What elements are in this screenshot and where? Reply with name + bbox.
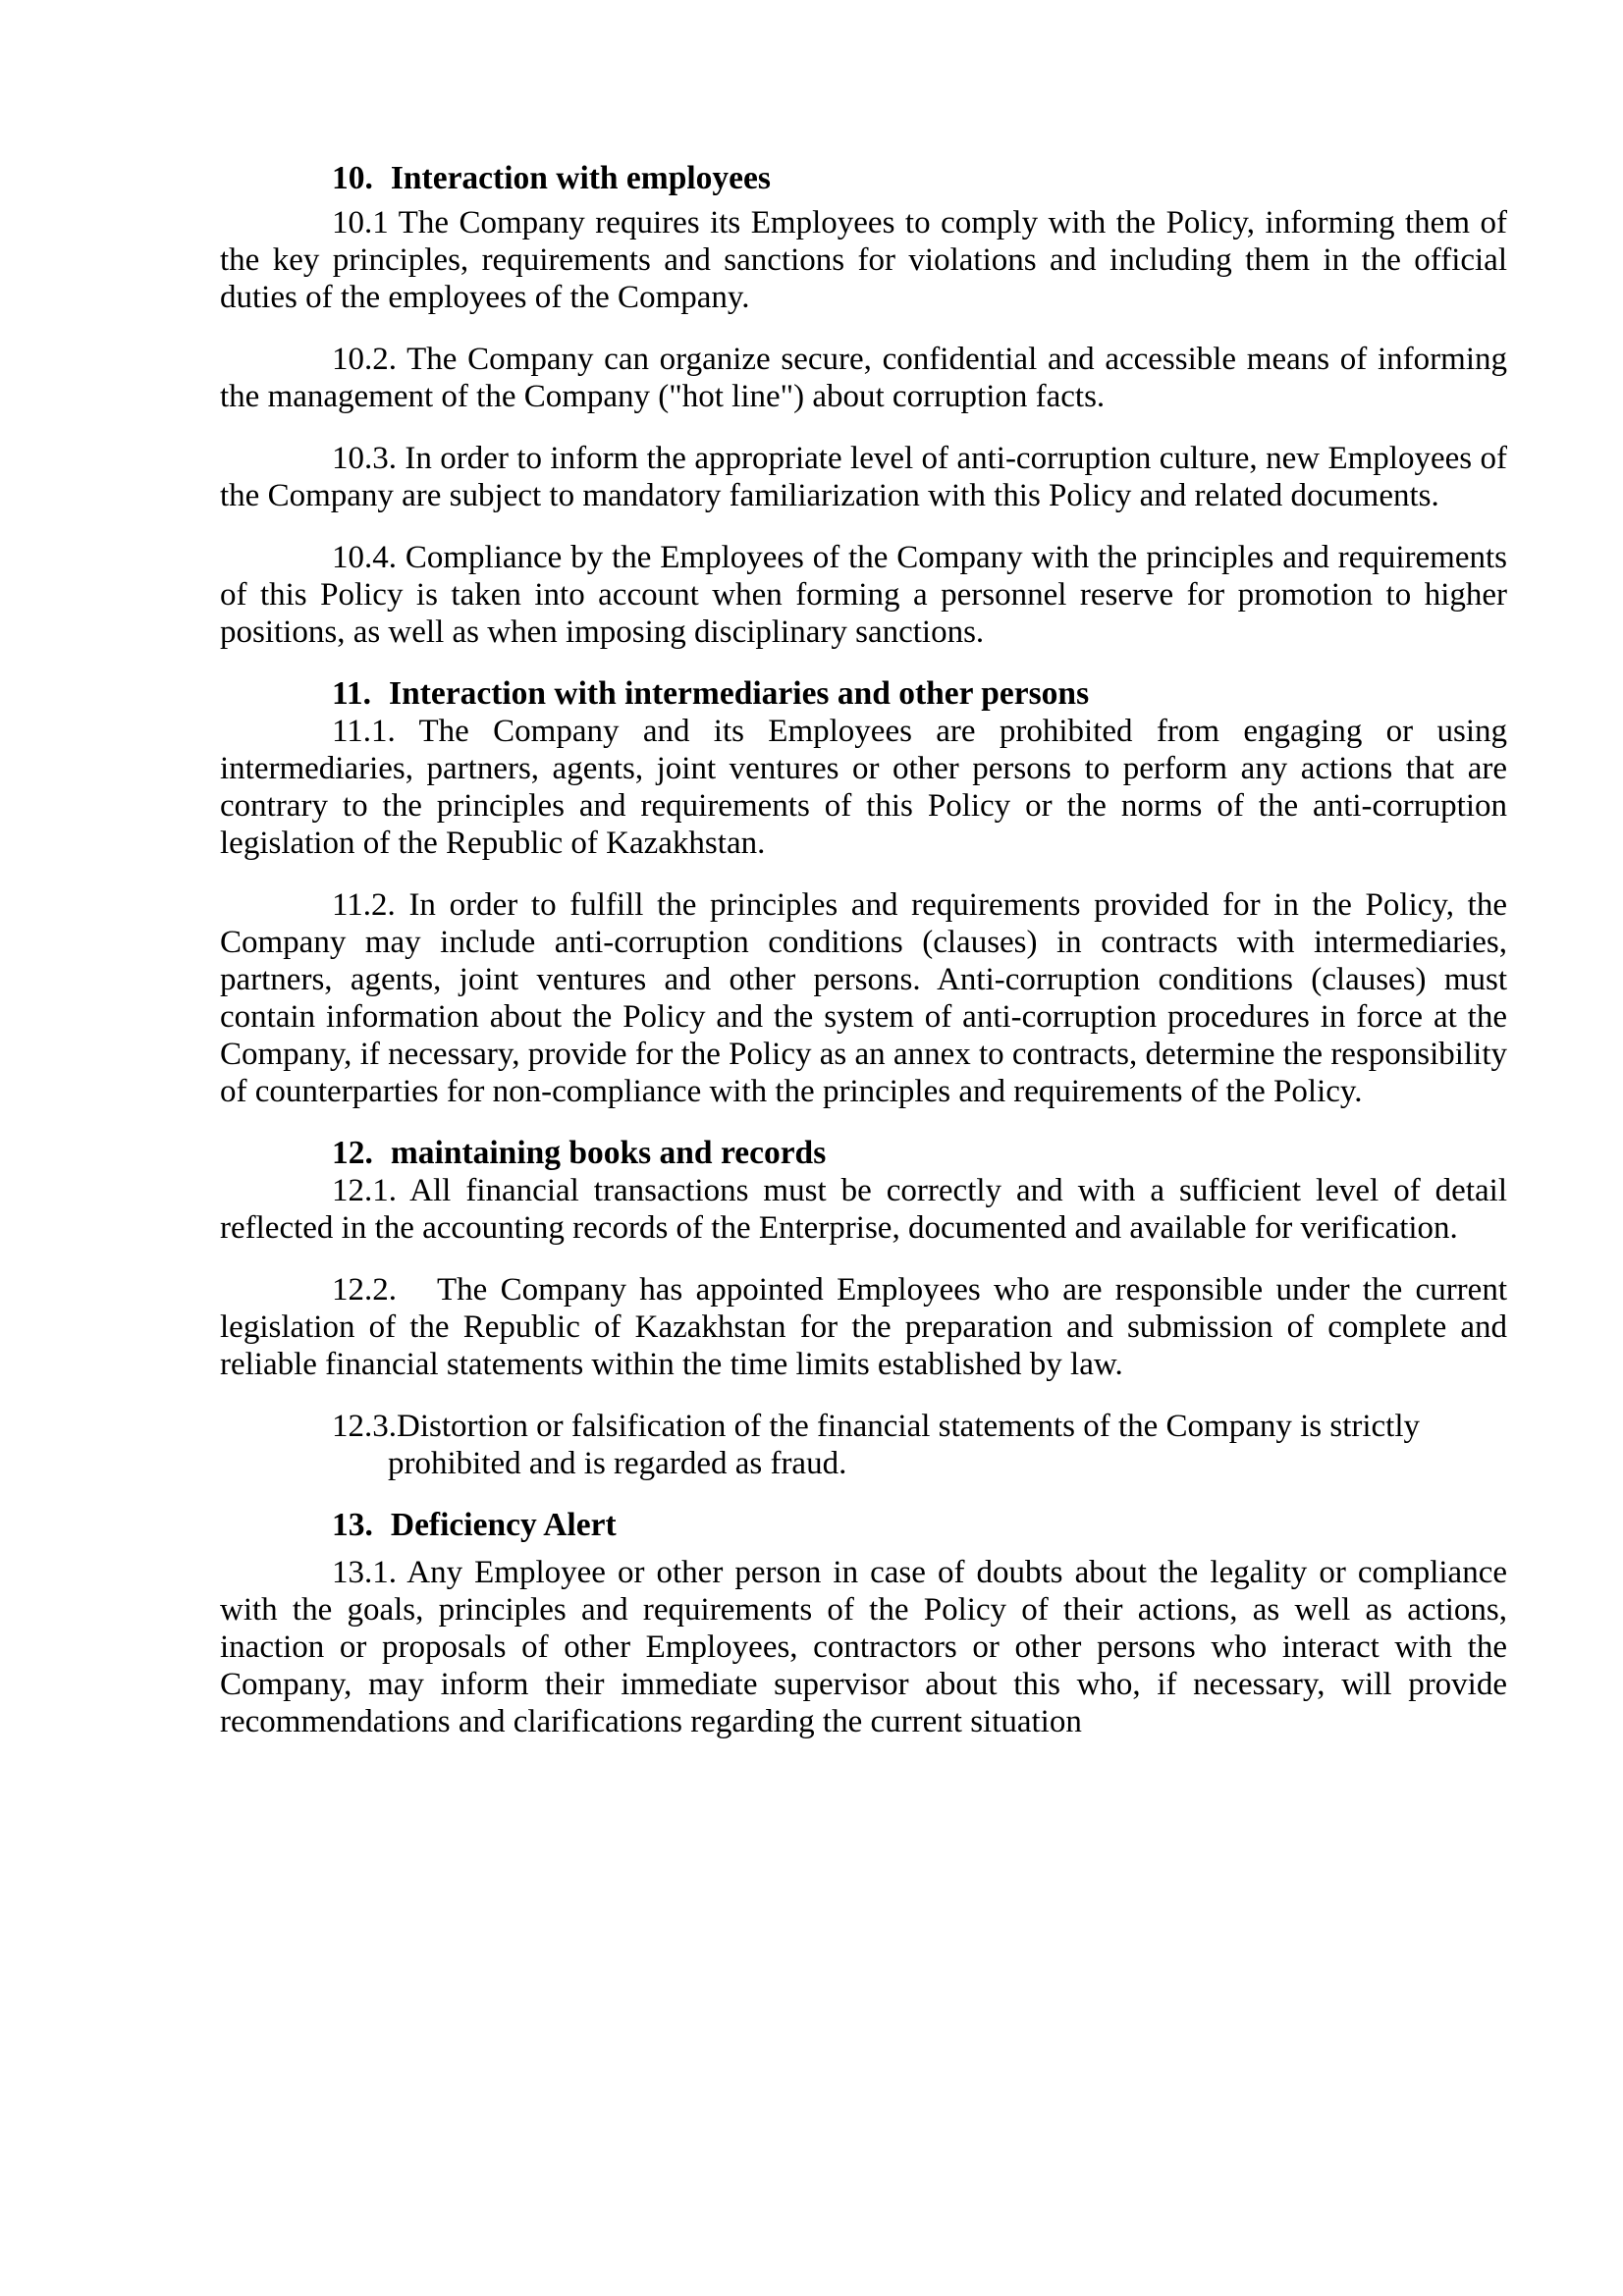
paragraph-11-2: 11.2. In order to fulfill the principles and requirements provided for in the Policy, the Company may include anti-corruption conditions (clauses) in contracts with intermediaries, partners, agents, joint ventures and other persons. Anti-corruption conditions (clauses) must contain information about the Policy and the system of anti-corruption procedures in force at the Company, if necessary, provide for the Policy as an annex to contracts, determine the responsibility of counterparties for non-compliance with the principles and requirements of the Policy. — [220, 887, 1507, 1109]
paragraph-12-2-text: The Company has appointed Employees who are responsible under the current legislation of the Republic of Kazakhstan for the preparation and submission of complete and reliable financial statements within the time limits established by law. — [220, 1272, 1507, 1382]
paragraph-13-1: 13.1. Any Employee or other person in case of doubts about the legality or compliance with the goals, principles and requirements of the Policy of their actions, as well as actions, inaction or proposals of other Employees, contractors or other persons who interact with the Company, may inform their immediate supervisor about this who, if necessary, will provide recommendations and clarifications regarding the current situation — [220, 1555, 1507, 1739]
section-heading-10 — [332, 160, 1507, 197]
section-12-number: 12. — [332, 1135, 373, 1171]
paragraph-10-4: 10.4. Compliance by the Employees of the Company with the principles and requirements of this Policy is taken into account when forming a personnel reserve for promotion to higher positions, as well as when imposing disciplinary sanctions. — [220, 540, 1507, 650]
paragraph-11-1: 11.1. The Company and its Employees are prohibited from engaging or using intermediaries, partners, agents, joint ventures or other persons to perform any actions that are contrary to the principles and requirements of this Policy or the norms of the anti-corruption legislation of the Republic of Kazakhstan. — [220, 714, 1507, 861]
section-13-number: 13. — [332, 1507, 373, 1543]
paragraph-12-2 — [220, 1271, 1507, 1383]
paragraph-10-3: 10.3. In order to inform the appropriate level of anti-corruption culture, new Employees of the Company are subject to mandatory familiarization with this Policy and related documents. — [220, 441, 1507, 513]
paragraph-12-2-number: 12.2. — [332, 1272, 397, 1308]
section-13-title: Deficiency Alert — [390, 1507, 617, 1543]
paragraph-10-1: 10.1 The Company requires its Employees to comply with the Policy, informing them of the key principles, requirements and sanctions for violations and including them in the official duties of the employees of the Company. — [220, 205, 1507, 315]
paragraph-10-2: 10.2. The Company can organize secure, confidential and accessible means of informing the management of the Company ("hot line") about corruption facts. — [220, 342, 1507, 414]
section-heading-11 — [332, 675, 1507, 713]
section-10-number: 10. — [332, 160, 373, 196]
section-11-number: 11. — [332, 675, 372, 712]
section-heading-13 — [332, 1507, 1507, 1544]
section-11-title: Interaction with intermediaries and other persons — [389, 675, 1090, 712]
section-10-title: Interaction with employees — [390, 160, 771, 196]
section-heading-12 — [332, 1135, 1507, 1172]
paragraph-12-1: 12.1. All financial transactions must be correctly and with a sufficient level of detail reflected in the accounting records of the Enterprise, documented and available for verification. — [220, 1173, 1507, 1246]
section-12-title: maintaining books and records — [390, 1135, 827, 1171]
paragraph-12-3: 12.3.Distortion or falsification of the financial statements of the Company is strictly prohibited and is regarded as fraud. — [332, 1409, 1421, 1481]
